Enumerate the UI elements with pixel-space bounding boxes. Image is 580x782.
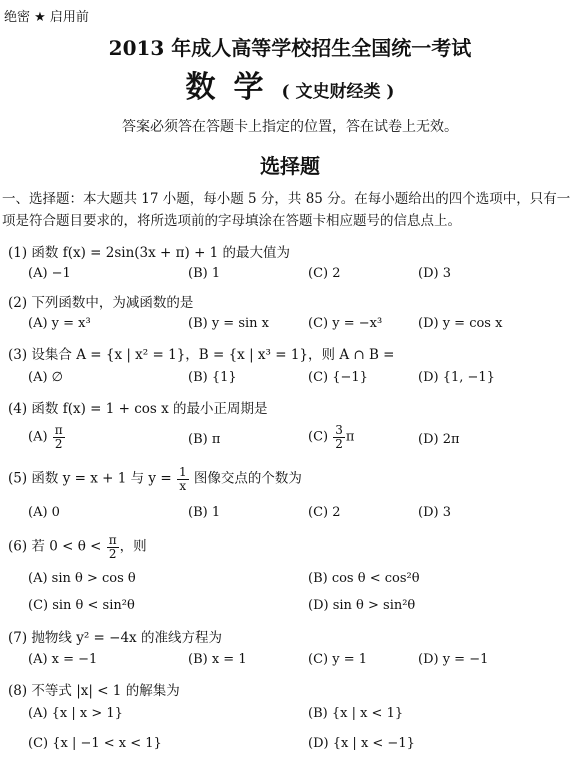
- q3-option-a: (A) ∅: [28, 370, 63, 385]
- fraction-denominator: x: [179, 478, 187, 493]
- q1-option-b: (B) 1: [188, 266, 221, 281]
- fraction-denominator: 2: [335, 436, 343, 451]
- q3-option-c: (C) {−1}: [308, 370, 368, 385]
- answer-notice: 答案必须答在答题卡上指定的位置，答在试卷上无效。: [122, 119, 458, 135]
- fraction-numerator: 3: [335, 423, 343, 437]
- q4-option-c-label: (C): [308, 429, 329, 445]
- q5-option-c: (C) 2: [308, 505, 341, 520]
- q6-stem-post: ，则: [119, 538, 147, 555]
- q4-option-d: (D) 2π: [418, 432, 460, 447]
- q1-option-d: (D) 3: [418, 266, 451, 281]
- q4-option-a-fraction: [53, 424, 65, 450]
- q8-option-b: (B) {x | x < 1}: [308, 706, 404, 721]
- q4-option-c: [308, 424, 354, 450]
- q6-option-b: (B) cos θ < cos²θ: [308, 571, 420, 586]
- question-5-stem: [8, 466, 302, 492]
- q8-option-c: (C) {x | −1 < x < 1}: [28, 736, 162, 751]
- question-4-stem: (4) 函数 f(x) = 1 + cos x 的最小正周期是: [8, 401, 268, 417]
- q2-option-b: (B) y = sin x: [188, 316, 269, 331]
- q7-option-b: (B) x = 1: [188, 652, 247, 667]
- fraction-numerator: 1: [178, 465, 187, 479]
- q7-option-d: (D) y = −1: [418, 652, 489, 667]
- q5-stem-pre: (5) 函数 y = x + 1 与 y =: [8, 470, 172, 487]
- q2-option-a: (A) y = x³: [28, 316, 91, 331]
- q1-option-c: (C) 2: [308, 266, 341, 281]
- q5-option-a: (A) 0: [28, 505, 60, 520]
- q4-option-a-label: (A): [28, 429, 48, 445]
- q4-option-a: [28, 424, 66, 450]
- q5-stem-post: 图像交点的个数为: [193, 470, 302, 487]
- exam-title: 2013 年成人高等学校招生全国统一考试: [108, 36, 472, 60]
- fraction-tail: π: [345, 429, 355, 445]
- fraction-numerator: π: [108, 533, 117, 547]
- q5-stem-fraction: [177, 466, 189, 492]
- question-2-stem: (2) 下列函数中，为减函数的是: [8, 295, 194, 311]
- subject-heading: [0, 62, 580, 106]
- q6-option-a: (A) sin θ > cos θ: [28, 571, 136, 586]
- confidential-label: 绝密 ★ 启用前: [4, 10, 89, 25]
- subject-category: ( 文史财经类 ): [281, 82, 395, 102]
- q4-option-b: (B) π: [188, 432, 221, 447]
- fraction-numerator: π: [54, 423, 63, 437]
- q6-stem-fraction: [107, 534, 119, 560]
- q7-option-c: (C) y = 1: [308, 652, 367, 667]
- q3-option-b: (B) {1}: [188, 370, 237, 385]
- question-3-stem: (3) 设集合 A = {x | x² = 1}，B = {x | x³ = 1}，则 A ∩ B =: [8, 347, 395, 363]
- question-1-stem: (1) 函数 f(x) = 2sin(3x + π) + 1 的最大值为: [8, 245, 291, 261]
- q6-stem-pre: (6) 若 0 < θ <: [8, 538, 102, 555]
- question-6-stem: [8, 534, 147, 560]
- question-8-stem: (8) 不等式 |x| < 1 的解集为: [8, 683, 180, 699]
- q6-option-d: (D) sin θ > sin²θ: [308, 598, 416, 613]
- section-title: 选择题: [260, 154, 320, 178]
- q2-option-c: (C) y = −x³: [308, 316, 383, 331]
- section-instructions: 一、选择题：本大题共 17 小题，每小题 5 分，共 85 分。在每小题给出的四个选项中，只有一项是符合题目要求的，将所选项前的字母填涂在答题卡相应题号的信息点上。: [2, 191, 571, 229]
- subject-name: 数学: [185, 70, 282, 105]
- fraction-denominator: 2: [54, 436, 63, 451]
- q5-option-d: (D) 3: [418, 505, 451, 520]
- q8-option-d: (D) {x | x < −1}: [308, 736, 415, 751]
- q8-option-a: (A) {x | x > 1}: [28, 706, 123, 721]
- q5-option-b: (B) 1: [188, 505, 221, 520]
- q7-option-a: (A) x = −1: [28, 652, 98, 667]
- question-7-stem: (7) 抛物线 y² = −4x 的准线方程为: [8, 630, 222, 646]
- q6-option-c: (C) sin θ < sin²θ: [28, 598, 135, 613]
- q1-option-a: (A) −1: [28, 266, 71, 281]
- q2-option-d: (D) y = cos x: [418, 316, 503, 331]
- fraction-denominator: 2: [108, 546, 117, 561]
- q3-option-d: (D) {1, −1}: [418, 370, 495, 385]
- q4-option-c-fraction: [333, 424, 345, 450]
